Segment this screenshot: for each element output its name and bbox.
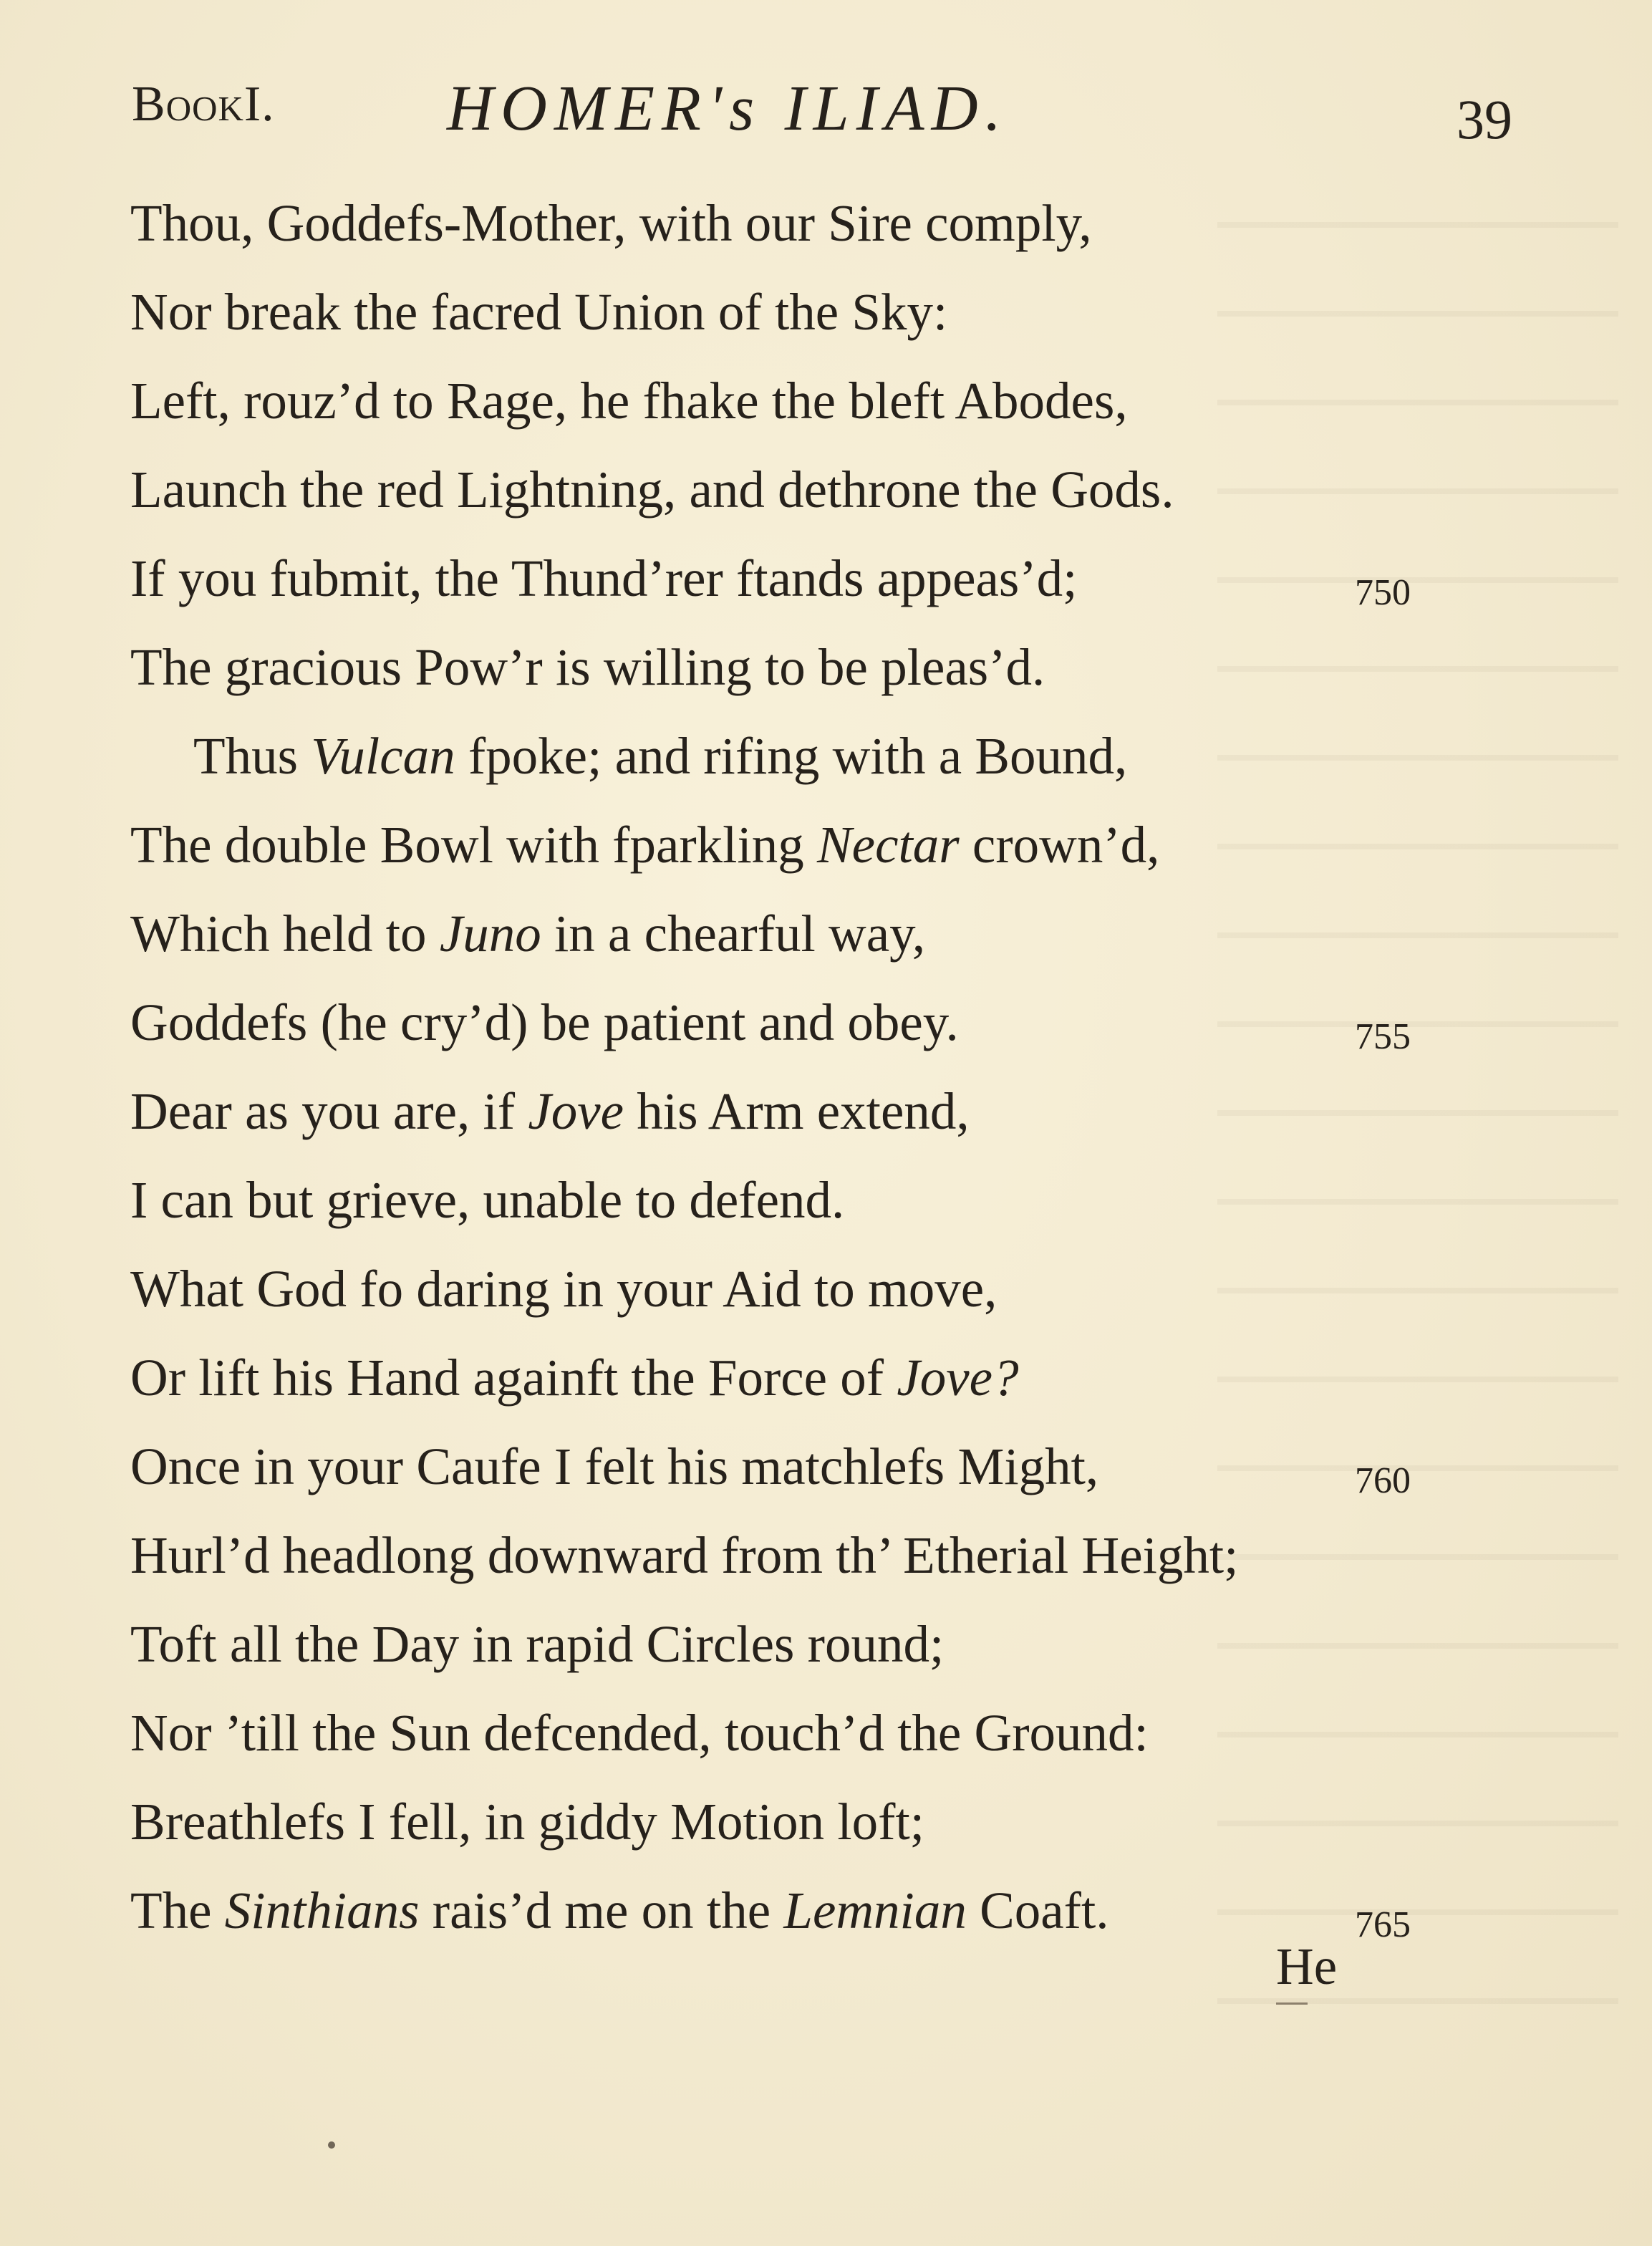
text-segment: Once in your Caufe I felt his matchlefs Might, bbox=[130, 1437, 1099, 1495]
verse-line bbox=[130, 454, 1491, 543]
italic-word: Vulcan bbox=[311, 727, 455, 785]
verse-line bbox=[130, 632, 1491, 720]
text-segment: crown’d, bbox=[959, 816, 1160, 874]
text-segment: Thus bbox=[193, 727, 311, 785]
catchword-rule bbox=[1276, 2002, 1308, 2005]
verse-line bbox=[130, 1342, 1491, 1431]
verse-line-text bbox=[130, 372, 1128, 430]
italic-word: Jove bbox=[528, 1082, 624, 1140]
book-word: Book bbox=[132, 77, 244, 132]
catchword: He bbox=[1276, 1937, 1338, 1995]
text-segment: rais’d me on the bbox=[419, 1881, 784, 1939]
text-segment: Which held to bbox=[130, 905, 440, 963]
text-segment: Thou, Goddefs-Mother, with our Sire comply, bbox=[130, 194, 1092, 252]
verse-line bbox=[130, 809, 1491, 898]
text-segment: Nor ’till the Sun defcended, touch’d the Ground: bbox=[130, 1704, 1149, 1762]
text-segment: his Arm extend, bbox=[624, 1082, 970, 1140]
verse-line-text bbox=[130, 1171, 844, 1229]
verse-line-text bbox=[130, 993, 959, 1051]
verse-line-text bbox=[130, 549, 1077, 607]
text-segment: Breathlefs I fell, in giddy Motion loft; bbox=[130, 1793, 925, 1851]
verse-line-text bbox=[130, 1793, 924, 1851]
verse-line bbox=[130, 276, 1491, 365]
verse-line-text bbox=[130, 905, 925, 963]
italic-word: Sinthians bbox=[224, 1881, 420, 1939]
verse-line bbox=[130, 188, 1491, 276]
text-segment: Goddefs (he cry’d) be patient and obey. bbox=[130, 993, 959, 1051]
verse-line-text bbox=[130, 461, 1174, 519]
verse-line bbox=[130, 1697, 1491, 1786]
line-number: 765 bbox=[1355, 1904, 1411, 1945]
verse-line-text bbox=[130, 727, 1127, 785]
verse-line bbox=[130, 1786, 1491, 1875]
verse-line bbox=[130, 1520, 1491, 1609]
text-segment: Launch the red Lightning, and dethrone the Gods. bbox=[130, 461, 1174, 519]
verse-block bbox=[130, 188, 1491, 1964]
text-segment: Left, rouz’d to Rage, he fhake the bleft Abodes, bbox=[130, 372, 1128, 430]
text-segment: The gracious Pow’r is willing to be pleas’d. bbox=[130, 638, 1045, 696]
italic-word: Nectar bbox=[816, 816, 960, 874]
verse-line-text bbox=[130, 194, 1092, 252]
verse-line-text bbox=[130, 1615, 944, 1673]
verse-line-text bbox=[130, 816, 1159, 874]
text-segment: I can but grieve, unable to defend. bbox=[130, 1171, 845, 1229]
verse-line bbox=[130, 543, 1491, 632]
verse-line bbox=[130, 1253, 1491, 1342]
text-segment: Coaft. bbox=[966, 1881, 1109, 1939]
verse-line bbox=[130, 1609, 1491, 1697]
italic-word: Jove? bbox=[897, 1349, 1019, 1407]
line-number: 760 bbox=[1355, 1460, 1411, 1501]
text-segment: Toft all the Day in rapid Circles round; bbox=[130, 1615, 945, 1673]
text-segment: fpoke; and rifing with a Bound, bbox=[455, 727, 1128, 785]
italic-word: Lemnian bbox=[783, 1881, 967, 1939]
running-header bbox=[132, 72, 1521, 158]
verse-line bbox=[130, 720, 1491, 809]
text-segment: Hurl’d headlong downward from th’ Etherial Height; bbox=[130, 1526, 1239, 1584]
page-number: 39 bbox=[1457, 88, 1512, 150]
running-title: HOMER's ILIAD. bbox=[447, 73, 1009, 144]
verse-line bbox=[130, 1431, 1491, 1520]
verse-line bbox=[130, 1165, 1491, 1253]
verse-line-text bbox=[130, 1437, 1098, 1495]
text-segment: The double Bowl with fparkling bbox=[130, 816, 817, 874]
book-label bbox=[132, 76, 275, 133]
ink-speck bbox=[328, 2141, 335, 2149]
verse-line bbox=[130, 987, 1491, 1076]
text-segment: Or lift his Hand againft the Force of bbox=[130, 1349, 897, 1407]
verse-line-text bbox=[130, 1260, 997, 1318]
text-segment: If you fubmit, the Thund’rer ftands appeas’d; bbox=[130, 549, 1078, 607]
italic-word: Juno bbox=[439, 905, 541, 963]
verse-line-text bbox=[130, 1526, 1238, 1584]
verse-line-text bbox=[130, 638, 1045, 696]
verse-line-text bbox=[130, 1704, 1149, 1762]
text-segment: The bbox=[130, 1881, 225, 1939]
verse-line-text bbox=[130, 1881, 1109, 1939]
verse-line-text bbox=[130, 283, 947, 341]
verse-line bbox=[130, 1076, 1491, 1165]
text-segment: in a chearful way, bbox=[541, 905, 926, 963]
verse-line bbox=[130, 365, 1491, 454]
line-number: 750 bbox=[1355, 572, 1411, 613]
text-segment: What God fo daring in your Aid to move, bbox=[130, 1260, 998, 1318]
text-segment: Dear as you are, if bbox=[130, 1082, 528, 1140]
verse-line bbox=[130, 898, 1491, 987]
verse-line-text bbox=[130, 1349, 1019, 1407]
book-numeral: I. bbox=[243, 77, 275, 132]
verse-line-text bbox=[130, 1082, 970, 1140]
text-segment: Nor break the facred Union of the Sky: bbox=[130, 283, 948, 341]
line-number: 755 bbox=[1355, 1016, 1411, 1057]
